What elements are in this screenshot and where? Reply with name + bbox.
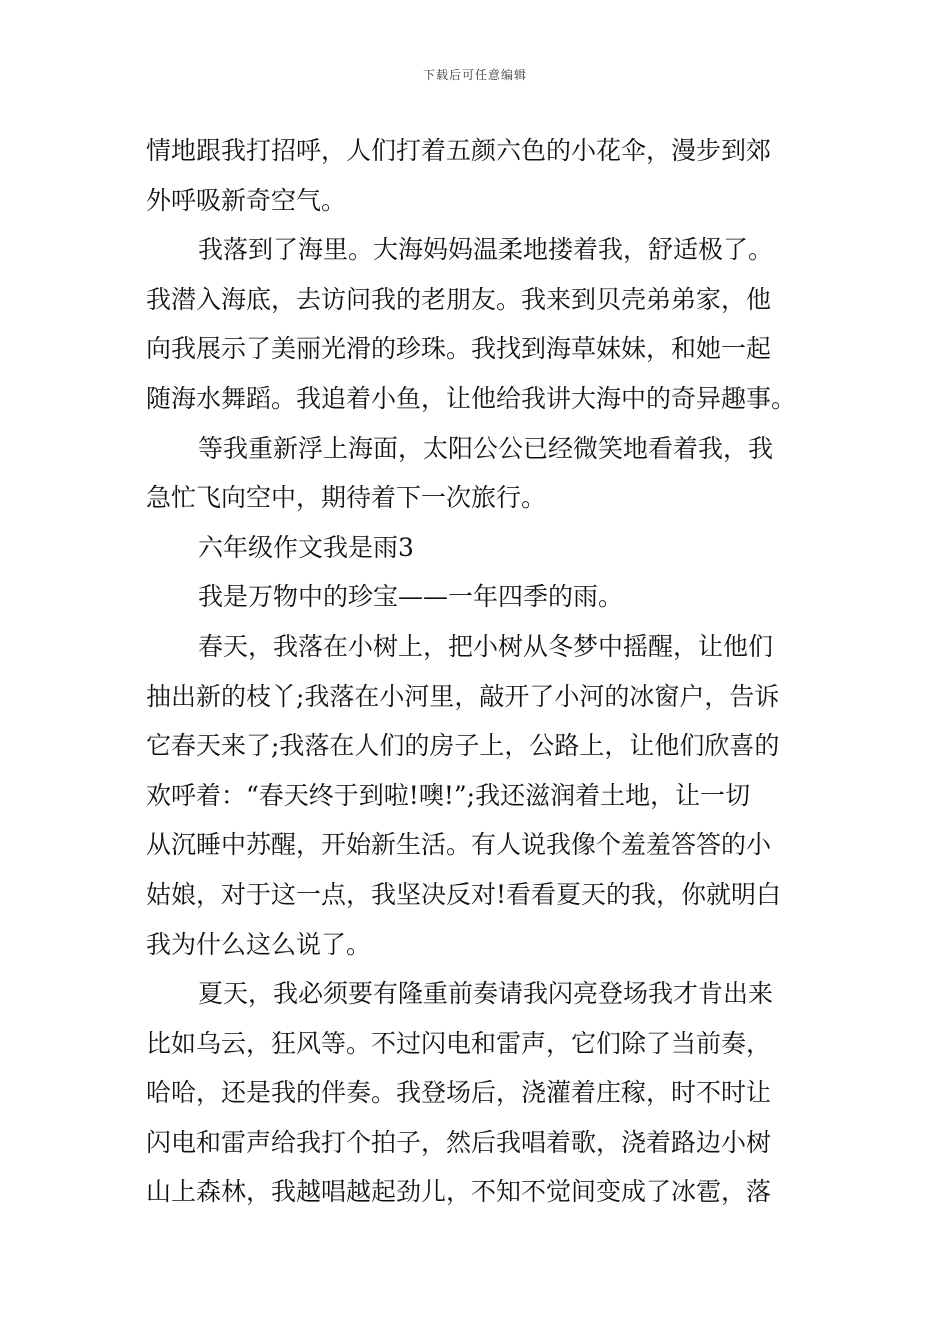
paragraph-start-line: 春天，我落在小树上，把小树从冬梦中摇醒，让他们	[198, 631, 774, 661]
paragraph-start-line: 我是万物中的珍宝——一年四季的雨。	[198, 582, 624, 612]
paragraph-start-line: 夏天，我必须要有隆重前奏请我闪亮登场我才肯出来	[198, 979, 774, 1009]
paragraph-start-line: 等我重新浮上海面，太阳公公已经微笑地看着我，我	[198, 433, 774, 463]
text-line: 向我展示了美丽光滑的珍珠。我找到海草妹妹，和她一起	[146, 334, 772, 364]
text-line: 外呼吸新奇空气。	[146, 185, 347, 215]
text-line: 我潜入海底，去访问我的老朋友。我来到贝壳弟弟家，他	[146, 284, 772, 314]
text-line: 情地跟我打招呼，人们打着五颜六色的小花伞，漫步到郊	[146, 136, 772, 165]
text-line: 我为什么这么说了。	[146, 929, 372, 959]
text-line: 闪电和雷声给我打个拍子，然后我唱着歌，浇着路边小树	[146, 1127, 772, 1157]
text-line: 山上森林，我越唱越起劲儿，不知不觉间变成了冰雹，落	[146, 1177, 772, 1207]
text-line: 从沉睡中苏醒，开始新生活。有人说我像个羞羞答答的小	[146, 830, 772, 860]
section-title: 六年级作文我是雨3	[198, 532, 414, 562]
page-header: 下载后可任意编辑	[422, 68, 527, 82]
text-line: 哈哈，还是我的伴奏。我登场后，浇灌着庄稼，时不时让	[146, 1078, 772, 1108]
text-line: 欢呼着：“春天终于到啦!噢!”;我还滋润着土地，让一切	[146, 780, 751, 810]
paragraph-start-line: 我落到了海里。大海妈妈温柔地搂着我，舒适极了。	[198, 235, 774, 265]
text-line: 姑娘，对于这一点，我坚决反对!看看夏天的我，你就明白	[146, 879, 782, 909]
text-line: 急忙飞向空中，期待着下一次旅行。	[146, 483, 547, 513]
text-line: 它春天来了;我落在人们的房子上，公路上，让他们欣喜的	[146, 731, 780, 761]
text-line: 比如乌云，狂风等。不过闪电和雷声，它们除了当前奏，	[146, 1028, 772, 1058]
text-line: 随海水舞蹈。我追着小鱼，让他给我讲大海中的奇异趣事。	[146, 383, 797, 413]
text-line: 抽出新的枝丫;我落在小河里，敲开了小河的冰窗户，告诉	[146, 681, 780, 711]
essay-body	[146, 126, 806, 1217]
